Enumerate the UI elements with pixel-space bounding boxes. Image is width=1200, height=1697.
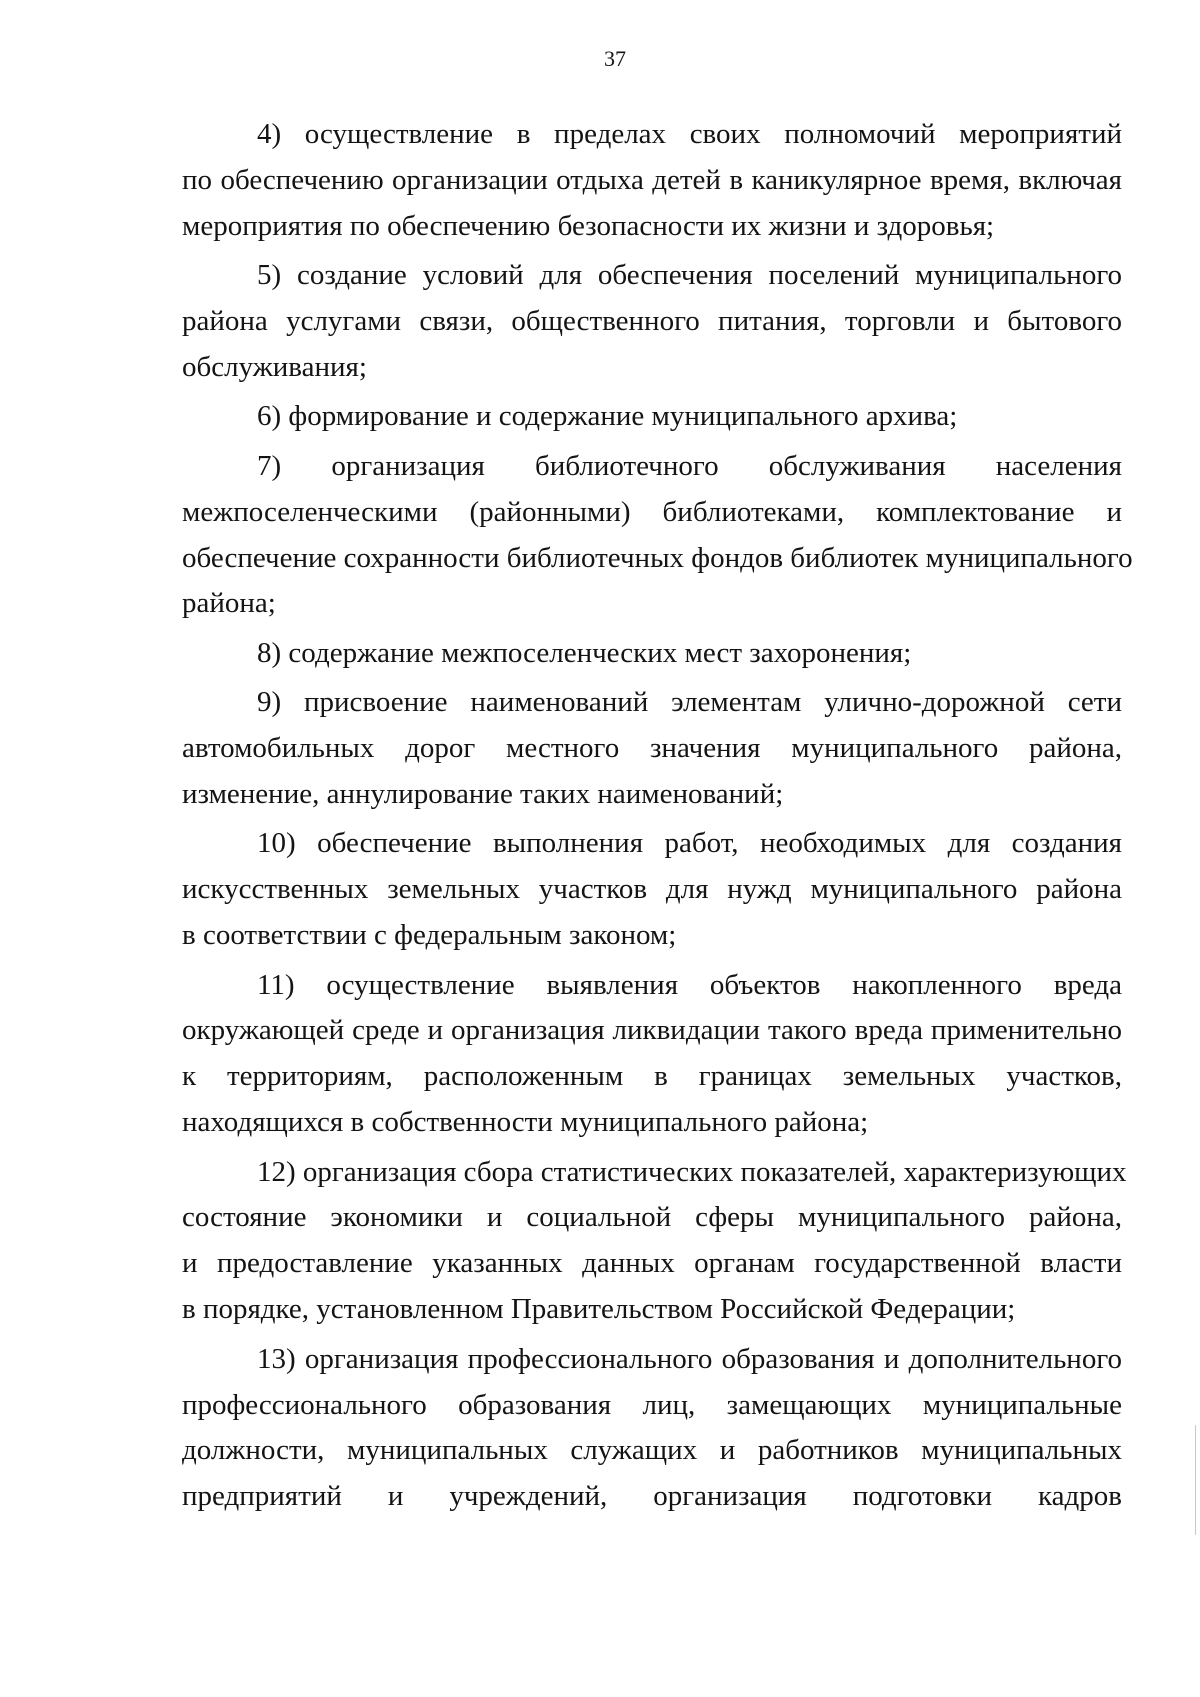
text-line: находящихся в собственности муниципального района; — [182, 1106, 869, 1139]
text-line: 8) содержание межпоселенческих мест захоронения; — [257, 636, 912, 669]
list-item-paragraph — [182, 1150, 1127, 1334]
text-line: по обеспечению организации отдыха детей в каникулярное время, включая — [182, 163, 1122, 196]
text-line: 9) присвоение наименований элементам улично-дорожной сети — [257, 686, 1122, 719]
text-line: 6) формирование и содержание муниципального архива; — [257, 400, 958, 433]
text-line: к территориям, расположенным в границах земельных участков, — [182, 1060, 1122, 1093]
text-line: обеспечение сохранности библиотечных фондов библиотек муниципального — [182, 541, 1133, 574]
list-item-paragraph — [182, 444, 1133, 628]
text-line: и предоставление указанных данных органам государственной власти — [182, 1247, 1122, 1280]
text-line: в порядке, установленном Правительством Российской Федерации; — [182, 1293, 1016, 1326]
list-item-paragraph — [182, 821, 1122, 959]
text-line: 7) организация библиотечного обслуживания населения — [257, 449, 1122, 482]
list-item-paragraph — [182, 1337, 1122, 1521]
list-item-paragraph — [182, 112, 1122, 250]
text-line: в соответствии с федеральным законом; — [182, 919, 677, 952]
text-line: 12) организация сбора статистических показателей, характеризующих — [257, 1155, 1127, 1188]
list-item-paragraph — [182, 680, 1122, 818]
text-line: района услугами связи, общественного питания, торговли и бытового — [182, 305, 1122, 338]
text-line: 5) создание условий для обеспечения поселений муниципального — [257, 259, 1122, 292]
document-body — [182, 112, 1133, 1520]
text-line: искусственных земельных участков для нужд муниципального района — [182, 873, 1122, 906]
text-line: состояние экономики и социальной сферы муниципального района, — [182, 1201, 1122, 1234]
list-item-paragraph — [182, 394, 1122, 440]
text-line: окружающей среде и организация ликвидации такого вреда применительно — [182, 1014, 1122, 1047]
text-line: профессионального образования лиц, замещающих муниципальные — [182, 1388, 1122, 1421]
text-line: изменение, аннулирование таких наименований; — [182, 777, 784, 810]
text-line: предприятий и учреждений, организация подготовки кадров — [182, 1480, 1122, 1513]
list-item-paragraph — [182, 253, 1122, 391]
text-line: района; — [182, 587, 276, 620]
text-line: обслуживания; — [182, 350, 367, 383]
scan-edge-mark — [1195, 1425, 1196, 1535]
text-line: 4) осуществление в пределах своих полномочий мероприятий — [257, 118, 1122, 150]
list-item-paragraph — [182, 631, 1122, 677]
text-line: 13) организация профессионального образования и дополнительного — [257, 1342, 1122, 1375]
text-line: мероприятия по обеспечению безопасности их жизни и здоровья; — [182, 209, 995, 242]
text-line: 11) осуществление выявления объектов накопленного вреда — [257, 968, 1122, 1001]
page-number: 37 — [604, 46, 626, 71]
text-line: должности, муниципальных служащих и работников муниципальных — [182, 1434, 1122, 1467]
text-line: автомобильных дорог местного значения муниципального района, — [182, 732, 1122, 765]
text-line: межпоселенческими (районными) библиотеками, комплектование и — [182, 495, 1122, 528]
list-item-paragraph — [182, 963, 1122, 1147]
text-line: 10) обеспечение выполнения работ, необходимых для создания — [257, 827, 1122, 860]
